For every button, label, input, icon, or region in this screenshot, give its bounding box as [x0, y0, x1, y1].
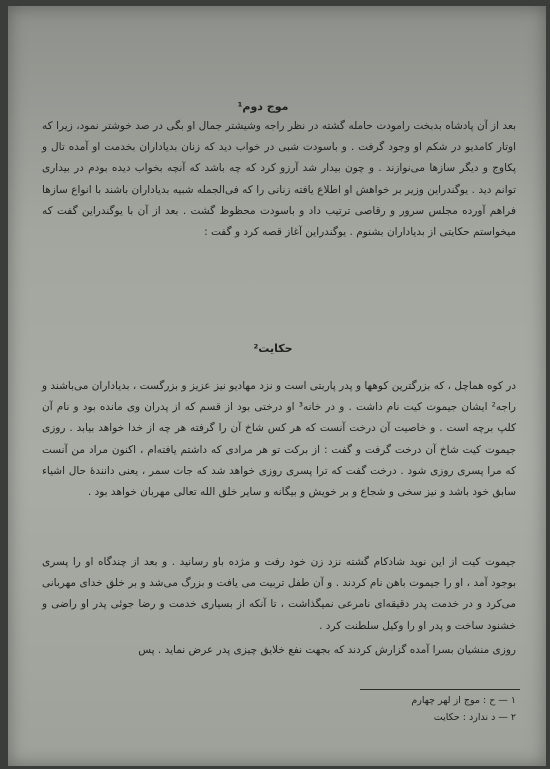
footnotes [266, 692, 516, 726]
paragraph: بعد از آن پادشاه بدبخت رامودت حامله گشته در نظر راجه وشیشتر جمال او بگی در صد خوشتر نمود، زیرا که اوتار کامدیو در شکم او وجود گرفت . و باسودت شبی در خواب دید که زنان بدیاداران بخدمت او آمده تال و پکاوج و دیگر سازها می‌نوازند . و چون بیدار شد آرزو کرد که چه باشد که آنچه بخواب دیده بودم در بیداری توانم دید . یوگندراین وزیر بر خواهش او اطلاع یافته زنانی را که فی‌الجمله شبیه بدیاداران باشند با انواع سازها فراهم آورده مجلس سرور و رقاصی ترتیب داد و باسودت محظوظ گشت . بعد از آن با یوگندراین گفت که میخواستم حکایتی از بدیاداران بشنوم . یوگندراین آغاز قصه کرد و گفت : [42, 120, 516, 239]
section-heading: موج دوم¹ [237, 100, 289, 113]
footnote: ۱ — ح : موج از لهر چهارم [411, 695, 516, 706]
paragraph: جیموت کیت از این نوید شادکام گشته نزد زن خود رفت و مژده باو رسانید . و بعد از چندگاه او را پسری بوجود آمد ، او را جیموت باهن نام کردند . و آن طفل تربیت می یافت و بزرگ می‌شد و بر خلق خدای مهربانی می‌کرد و در خدمت پدر دقیقه‌ای نامرعی نمیگذاشت ، تا آنکه از بسیاری خدمت و رضا جوئی پدر او راضی و خشنود ساخت و پدر او را وکیل سلطنت کرد . [42, 556, 516, 632]
paragraph: در کوه هماچل ، که بزرگترین کوهها و پدر پاربتی است و نزد مهادیو نیز عزیز و بزرگست ، بدیاداران می‌باشند و راجه² ایشان جیموت کیت نام داشت . و در خانه³ او درختی بود از قسم که از پدران وی مانده بود و نام آن کلپ برچه است . و خاصیت آن درخت آنست که هر کس شاخ آن را گرفته هر چه از خدا خواهد بیابد . روزی جیموت کیت شاخ آن درخت گرفت و گفت : از برکت تو هر مرادی که داشتم یافته‌ام ، اکنون مراد من آنست که مرا پسری روزی شود . درخت گفت که ترا پسری روزی خواهد شد که جات سمر ، یعنی دانندهٔ حال اشیاء سابق خود باشد و نیز سخی و شجاع و بر خویش و بیگانه و سایر خلق الله تعالی مهربان خواهد بود . [42, 380, 516, 499]
paragraph: روزی منشیان بسرا آمده گزارش کردند که بجهت نفع خلایق چیزی پدر عرض نماید . پس [138, 644, 516, 656]
document-page [8, 6, 546, 766]
footnote-divider [360, 689, 520, 690]
footnote: ۲ — د ندارد : حکایت [433, 712, 516, 723]
story-heading: حکایت² [253, 342, 293, 355]
